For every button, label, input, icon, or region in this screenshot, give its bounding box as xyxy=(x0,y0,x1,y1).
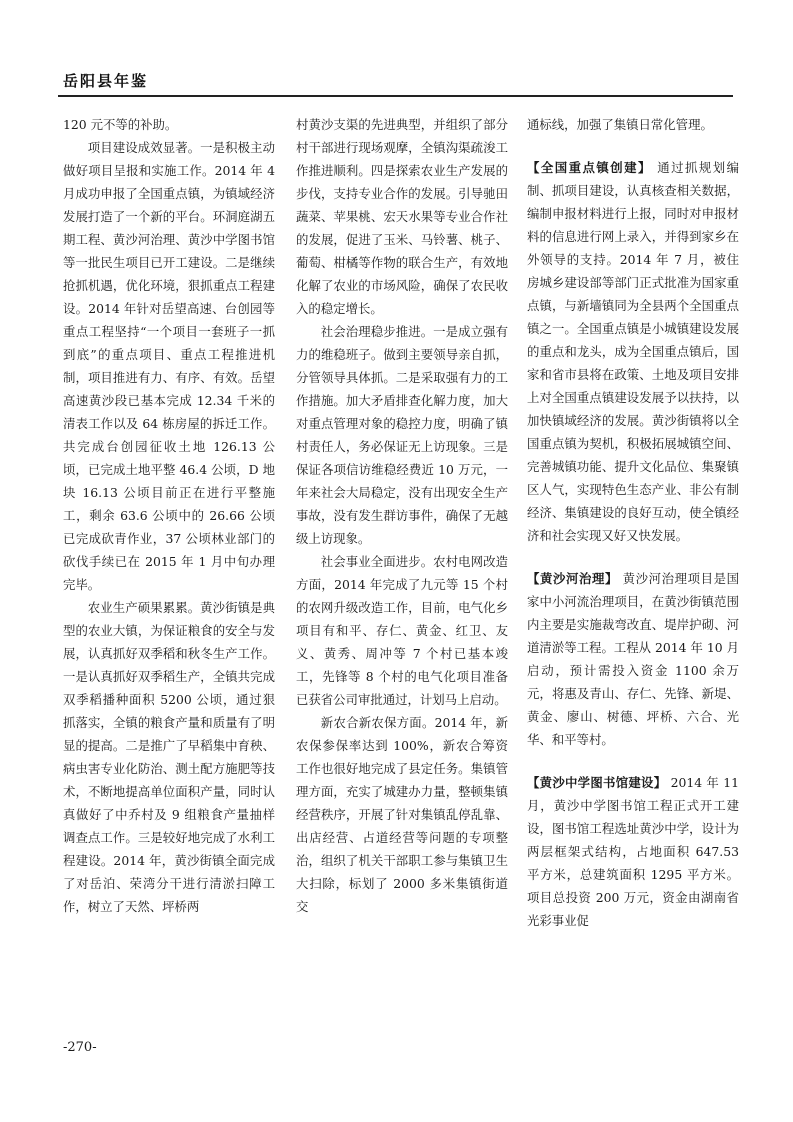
paragraph: 120 元不等的补助。 xyxy=(63,117,178,132)
paragraph: 新农合新农保方面。2014 年，新农保参保率达到 100%，新农合筹资工作也很好地完成了县定任务。集镇管理方面，充实了城建办力量，整顿集镇经营秩序，开展了针对集镇乱停乱靠、出店经营、占道经营等问题的专项整治，组织了机关干部职工参与集镇卫生大扫除，标划了 2000 多米集镇街道交 xyxy=(296,715,508,914)
section-body: 黄沙河治理项目是国家中小河流治理项目，在黄沙街镇范围内主要是实施裁弯改直、堤岸护砌、河道清淤等工程。工程从 2014 年 10 月启动，预计需投入资金 1100 余万元，将惠及青山、存仁、先锋、新堤、黄金、廖山、树德、坪桥、六合、光华、和平等村。 xyxy=(527,571,739,747)
section-title: 【全国重点镇创建】 xyxy=(527,160,652,175)
section-title: 【黄沙中学图书馆建设】 xyxy=(527,775,667,790)
text-column-3 xyxy=(527,113,739,932)
paragraph: 项目建设成效显著。一是积极主动做好项目呈报和实施工作。2014 年 4 月成功申报了全国重点镇，为镇域经济发展打造了一个新的平台。环洞庭湖五期工程、黄沙河治理、黄沙中学图书馆等一批民生项目已开工建设。二是继续抢抓机遇，优化环境，狠抓重点工程建设。2014 年针对岳望高速、台创园等重点工程坚持“一个项目一套班子一抓到底”的重点项目、重点工程推进机制，项目推进有力、有序、有效。岳望高速黄沙段已基本完成 12.34 千米的清表工作以及 64 栋房屋的拆迁工作。共完成台创园征收土地 126.13 公顷，已完成土地平整 46.4 公顷，D 地块 16.13 公顷目前正在进行平整施工，剩余 63.6 公顷中的 26.66 公顷已完成砍青作业，37 公顷林业部门的砍伐手续已在 2015 年 1 月中旬办理完毕。 xyxy=(63,140,275,592)
paragraph: 通标线，加强了集镇日常化管理。 xyxy=(527,117,713,132)
page-number: -270- xyxy=(63,1040,97,1055)
running-header-title: 岳阳县年鉴 xyxy=(63,72,149,90)
paragraph: 农业生产硕果累累。黄沙街镇是典型的农业大镇，为保证粮食的安全与发展，认真抓好双季稻和秋冬生产工作。一是认真抓好双季稻生产，全镇共完成双季稻播种面积 5200 公顷，通过狠抓落实，全镇的粮食产量和质量有了明显的提高。二是推广了早稻集中育秧、病虫害专业化防治、测土配方施肥等技术，不断地提高单位面积产量，同时认真做好了中乔村及 9 组粮食产量抽样调查点工作。三是较好地完成了水利工程建设。2014 年，黄沙街镇全面完成了对岳泊、荣湾分干进行清淤扫障工作，树立了天然、坪桥两 xyxy=(63,600,275,914)
paragraph: 社会事业全面进步。农村电网改造方面，2014 年完成了九元等 15 个村的农网升级改造工作，目前，电气化乡项目有和平、存仁、黄金、红卫、友义、黄秀、周冲等 7 个村已基本竣工，先锋等 8 个村的电气化项目准备已获省公司审批通过，计划马上启动。 xyxy=(296,554,508,707)
section-title: 【黄沙河治理】 xyxy=(527,571,619,586)
section-river-treatment xyxy=(527,567,739,751)
paragraph: 社会治理稳步推进。一是成立强有力的维稳班子。做到主要领导亲自抓，分管领导具体抓。二是采取强有力的工作措施。加大矛盾排查化解力度，加大对重点管理对象的稳控力度，明确了镇村责任人，务必保证无上访现象。三是保证各项信访维稳经费近 10 万元，一年来社会大局稳定，没有出现安全生产事故，没有发生群访事件，确保了无越级上访现象。 xyxy=(296,324,508,546)
paragraph: 村黄沙支渠的先进典型，并组织了部分村干部进行现场观摩，全镇沟渠疏浚工作推进顺利。四是探索农业生产发展的步伐，支持专业合作的发展。引导驰田蔬菜、苹果桃、宏天水果等专业合作社的发展，促进了玉米、马铃薯、桃子、葡萄、柑橘等作物的联合生产，有效地化解了农业的市场风险，确保了农民收入的稳定增长。 xyxy=(296,117,508,316)
section-library-construction xyxy=(527,771,739,932)
header-divider xyxy=(58,95,733,97)
text-column-2 xyxy=(296,113,508,918)
text-column-1 xyxy=(63,113,275,918)
section-key-town xyxy=(527,156,739,547)
section-body: 2014 年 11 月，黄沙中学图书馆工程正式开工建设，图书馆工程选址黄沙中学，设计为两层框架式结构，占地面积 647.53 平方米，总建筑面积 1295 平方米。项目总投资 200 万元，资金由湖南省光彩事业促 xyxy=(527,775,739,928)
section-body: 通过抓规划编制、抓项目建设，认真核查相关数据，编制申报材料进行上报，同时对申报材料的信息进行网上录入，并得到家乡在外领导的支持。2014 年 7 月，被住房城乡建设部等部门正式批准为国家重点镇，与新墙镇同为全县两个全国重点镇之一。全国重点镇是小城镇建设发展的重点和龙头，成为全国重点镇后，国家和省市县将在政策、土地及项目安排上对全国重点镇建设发展予以扶持，以加快镇域经济的发展。黄沙街镇将以全国重点镇为契机，积极拓展城镇空间、完善城镇功能、提升文化品位、集聚镇区人气，实现特色生态产业、非公有制经济、集镇建设的良好互动，使全镇经济和社会实现又好又快发展。 xyxy=(527,160,739,543)
